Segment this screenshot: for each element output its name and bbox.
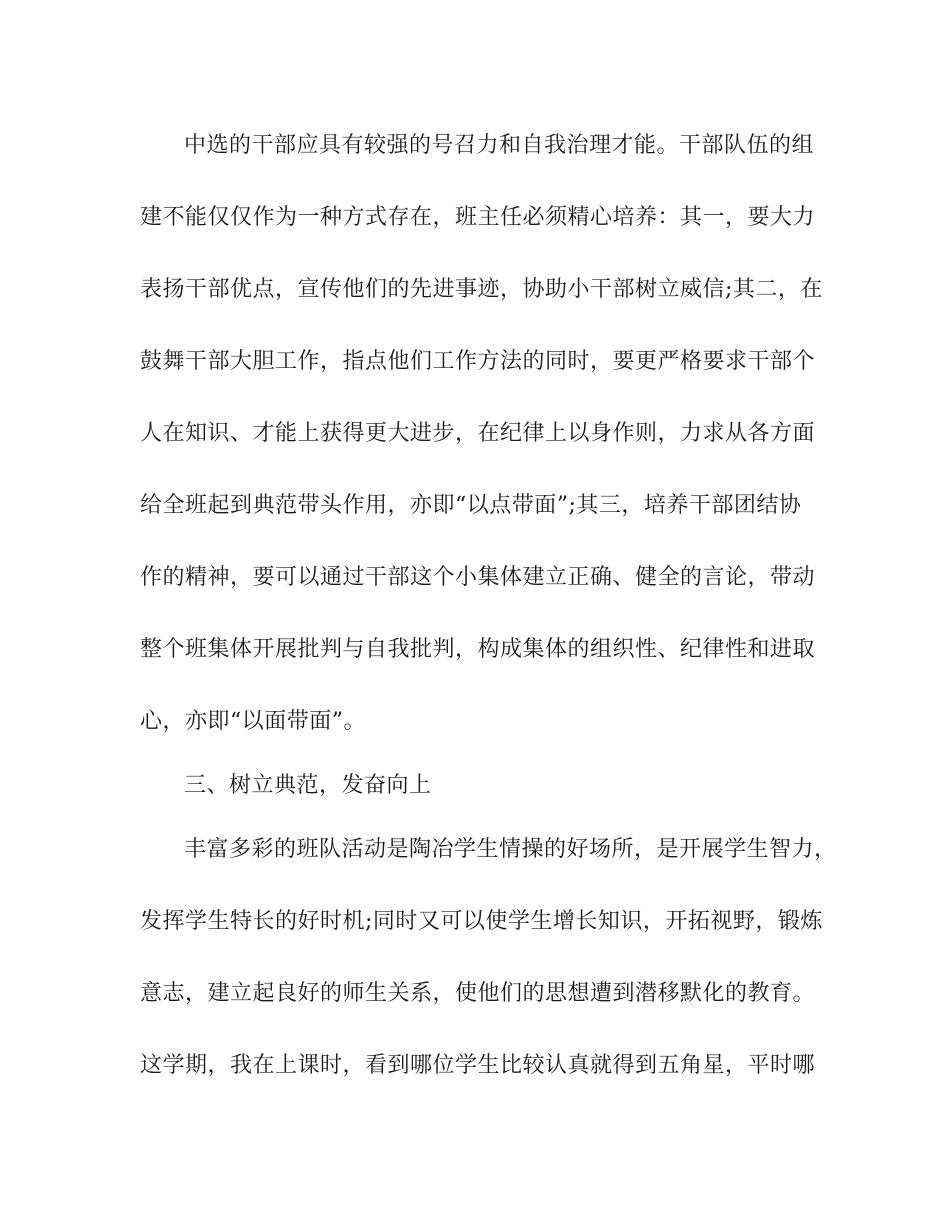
paragraph-line: 心，亦即“以面带面”。 (140, 709, 366, 734)
paragraph-line: 丰富多彩的班队活动是陶冶学生情操的好场所，是开展学生智力， (184, 837, 837, 862)
paragraph-line: 人在知识、才能上获得更大进步，在纪律上以身作则，力求从各方面 (140, 421, 816, 446)
paragraph-line: 给全班起到典范带头作用，亦即“以点带面”;其三，培养干部团结协 (140, 493, 802, 518)
paragraph-line: 表扬干部优点，宣传他们的先进事迹，协助小干部树立威信;其二，在 (140, 277, 823, 302)
paragraph-line: 建不能仅仅作为一种方式存在，班主任必须精心培养：其一，要大力 (140, 205, 816, 230)
paragraph-line: 意志，建立起良好的师生关系，使他们的思想遭到潜移默化的教育。 (140, 981, 816, 1006)
section-heading: 三、树立典范，发奋向上 (184, 773, 432, 798)
paragraph-line: 这学期，我在上课时，看到哪位学生比较认真就得到五角星，平时哪 (140, 1053, 816, 1078)
paragraph-line: 整个班集体开展批判与自我批判，构成集体的组织性、纪律性和进取 (140, 637, 816, 662)
paragraph-line: 鼓舞干部大胆工作，指点他们工作方法的同时，要更严格要求干部个 (140, 349, 816, 374)
paragraph-line: 中选的干部应具有较强的号召力和自我治理才能。干部队伍的组 (184, 133, 815, 158)
paragraph-line: 作的精神，要可以通过干部这个小集体建立正确、健全的言论，带动 (140, 565, 816, 590)
paragraph-line: 发挥学生特长的好时机;同时又可以使学生增长知识，开拓视野，锻炼 (140, 909, 823, 934)
